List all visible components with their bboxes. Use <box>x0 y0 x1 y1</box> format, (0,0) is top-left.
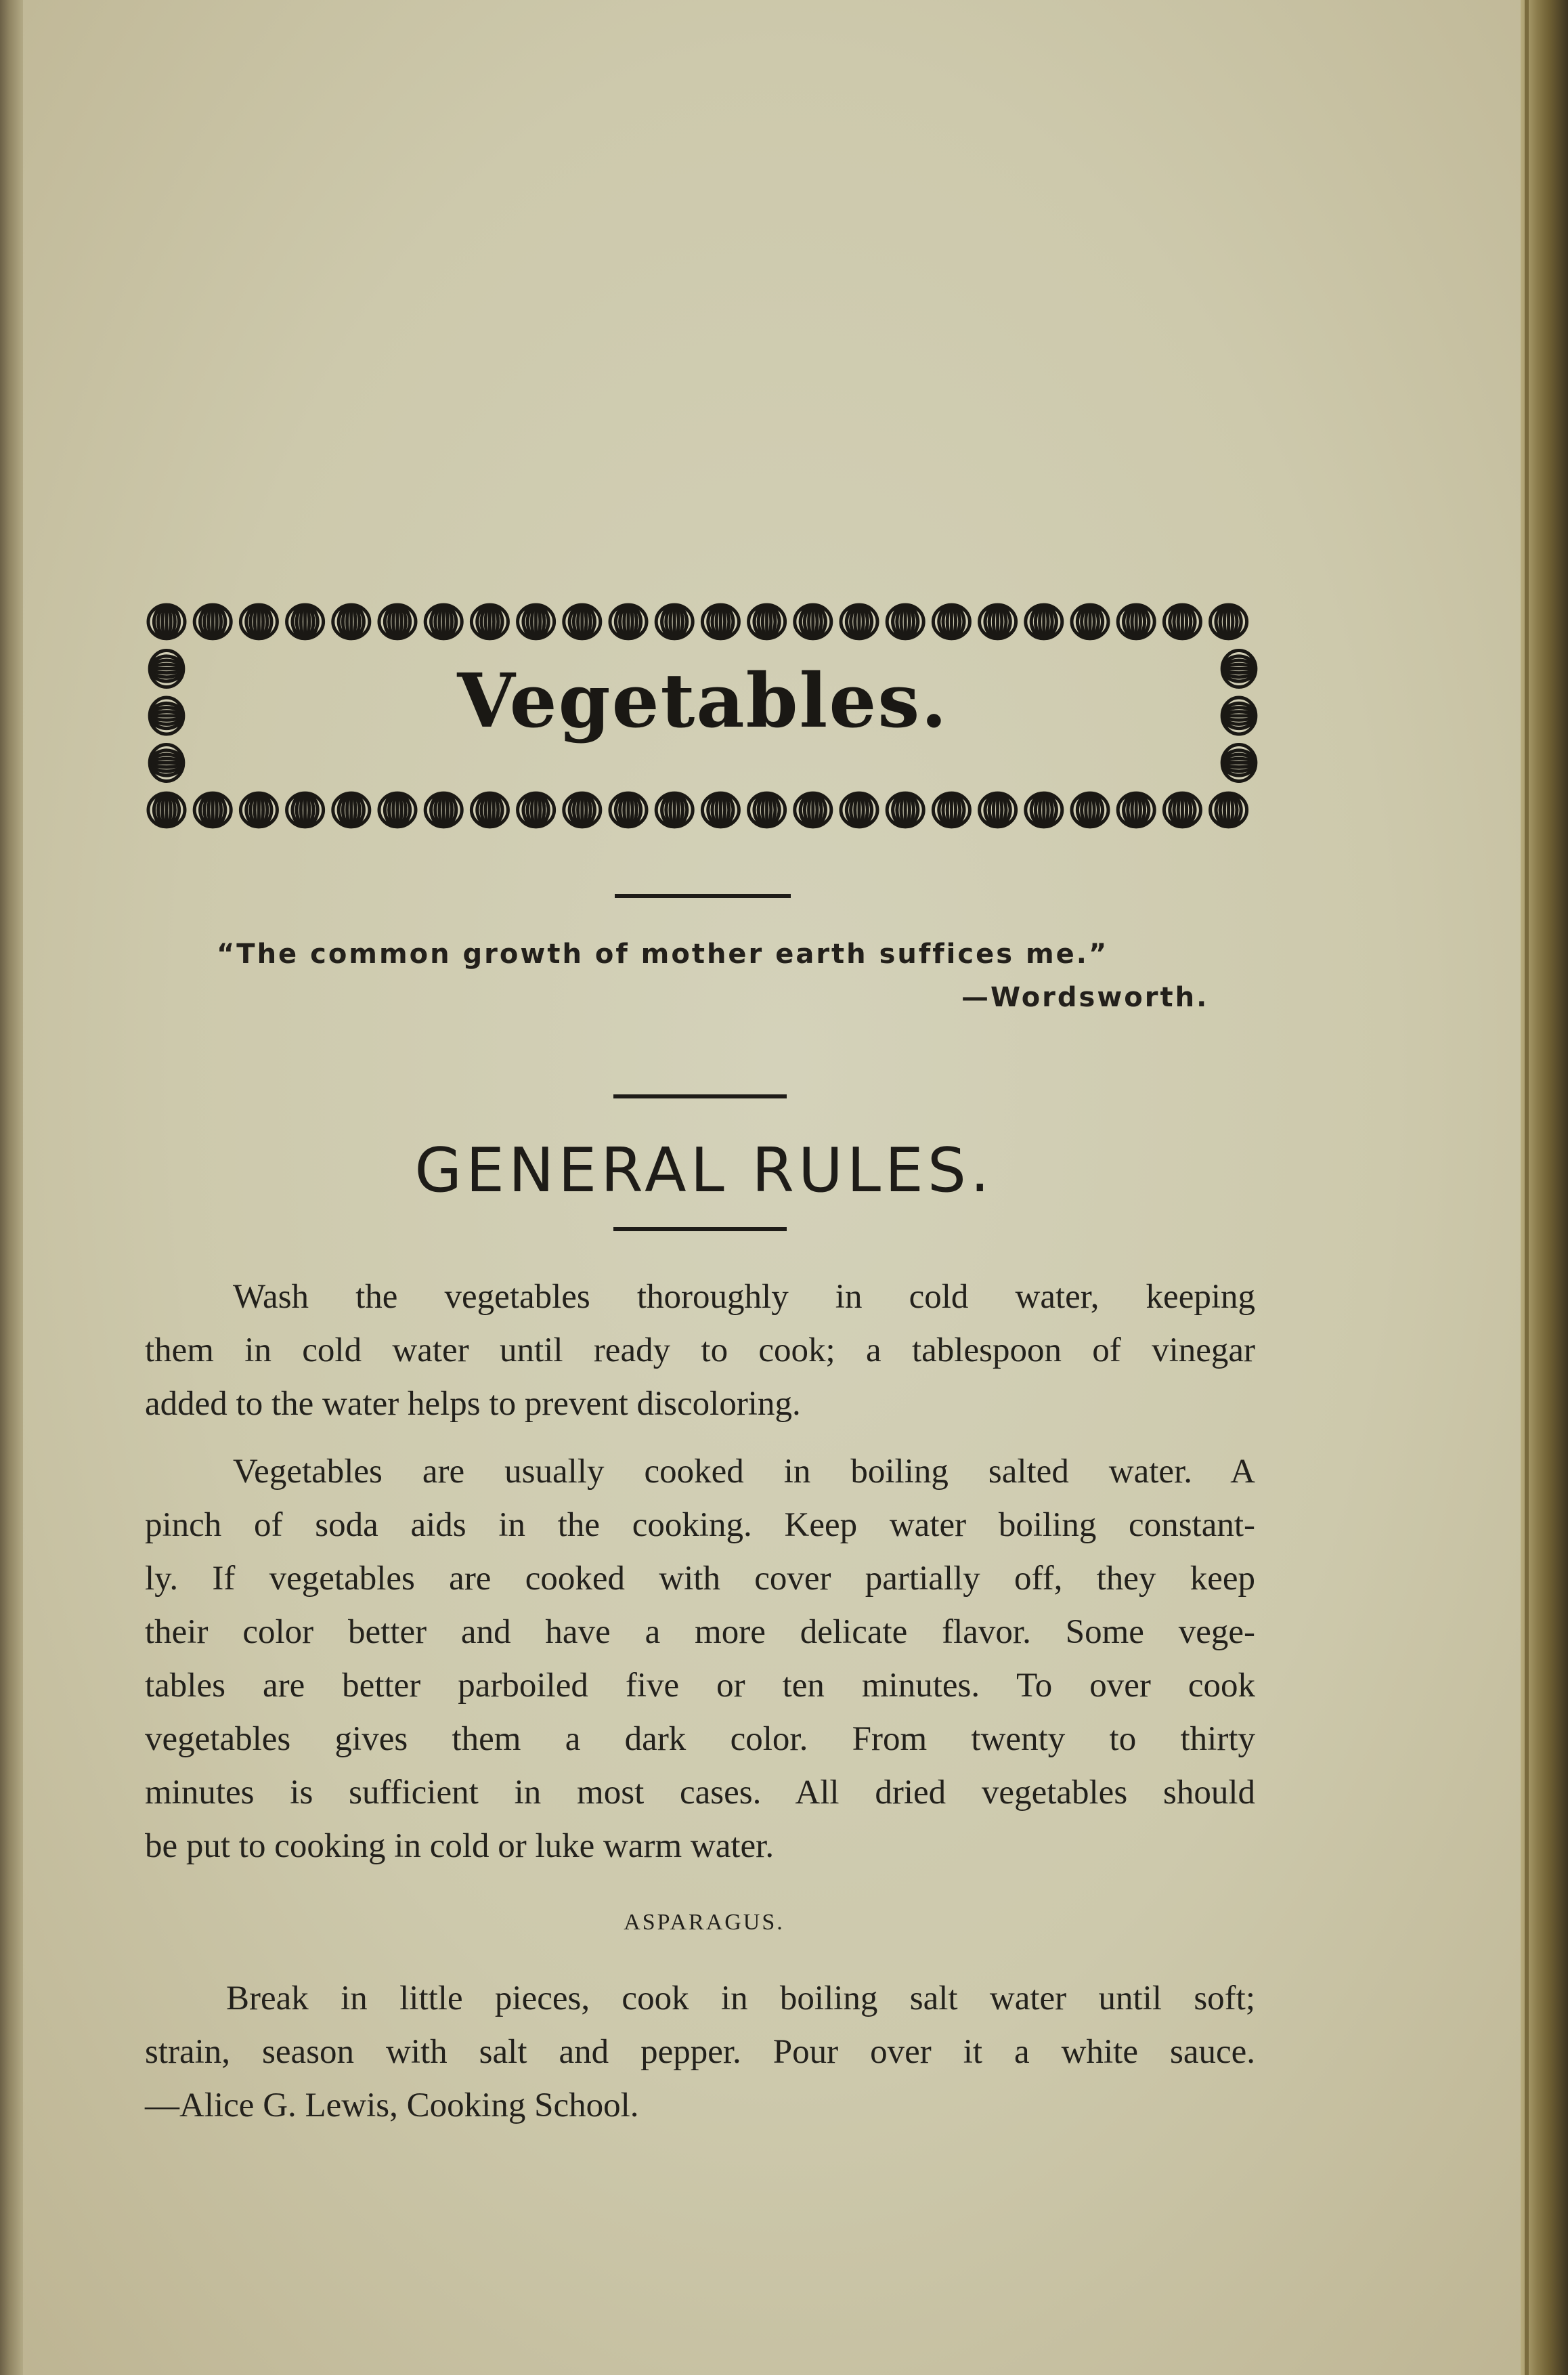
shell-ornament <box>1211 793 1247 827</box>
recipe-heading: ASPARAGUS. <box>624 1910 785 1935</box>
shell-ornament <box>379 793 416 827</box>
shell-ornament <box>1072 605 1108 639</box>
shell-ornament <box>518 605 554 639</box>
shell-ornament <box>333 605 370 639</box>
shell-ornament <box>933 605 970 639</box>
shell-ornament <box>287 605 324 639</box>
paragraph-line: pinch of soda aids in the cooking. Keep water boiling constant- <box>145 1506 1255 1544</box>
shell-ornament <box>471 605 508 639</box>
title-ornamental-border <box>145 600 1261 832</box>
shell-ornament <box>1164 793 1200 827</box>
shell-ornament <box>702 605 739 639</box>
paragraph-washing <box>145 1270 1255 1431</box>
shell-ornament <box>1026 605 1062 639</box>
shell-ornament <box>795 605 831 639</box>
shell-ornament <box>240 793 277 827</box>
shell-ornament <box>150 745 183 782</box>
paragraph-line: vegetables gives them a dark color. From twenty to thirty <box>145 1720 1255 1758</box>
epigraph-quote: “The common growth of mother earth suffices me.” <box>217 939 1109 970</box>
shell-ornament <box>287 793 324 827</box>
recipe-body <box>145 1972 1255 2133</box>
paragraph-line: Wash the vegetables thoroughly in cold water, keeping <box>233 1278 1255 1316</box>
shell-ornament <box>425 793 462 827</box>
paragraph-line: be put to cooking in cold or luke warm water. <box>145 1827 775 1865</box>
divider-rule-upper <box>613 1094 787 1098</box>
paragraph-line: added to the water helps to prevent discoloring. <box>145 1385 801 1423</box>
shell-ornament <box>1164 605 1200 639</box>
shell-ornament <box>841 793 877 827</box>
shell-ornament <box>702 793 739 827</box>
shell-ornament <box>1211 605 1247 639</box>
shell-ornament <box>656 605 693 639</box>
paragraph-line: them in cold water until ready to cook; a tablespoon of vinegar <box>145 1331 1255 1369</box>
shell-ornament <box>564 605 601 639</box>
divider-rule-lower <box>613 1227 787 1231</box>
shell-ornament <box>610 605 647 639</box>
shell-ornament <box>1118 605 1154 639</box>
epigraph-author: —Wordsworth. <box>961 982 1209 1013</box>
shell-ornament <box>887 793 923 827</box>
shell-ornament <box>471 793 508 827</box>
section-title: GENERAL RULES. <box>414 1135 994 1206</box>
paragraph-line: tables are better parboiled five or ten minutes. To over cook <box>145 1667 1255 1705</box>
recipe-attribution: —Alice G. Lewis, Cooking School. <box>145 2087 639 2124</box>
shell-ornament <box>333 793 370 827</box>
page-edge-shadow <box>1525 0 1529 2375</box>
paragraph-line: their color better and have a more delicate flavor. Some vege- <box>145 1613 1255 1651</box>
shell-ornament <box>425 605 462 639</box>
shell-ornament <box>194 793 231 827</box>
shell-ornament <box>1118 793 1154 827</box>
shell-ornament <box>795 793 831 827</box>
shell-ornament <box>518 793 554 827</box>
paragraph-line: ly. If vegetables are cooked with cover partially off, they keep <box>145 1560 1255 1598</box>
shell-ornament <box>194 605 231 639</box>
shell-ornament <box>610 793 647 827</box>
chapter-title: Vegetables. <box>457 657 949 744</box>
paragraph-line: minutes is sufficient in most cases. All dried vegetables should <box>145 1774 1255 1812</box>
recipe-line: Break in little pieces, cook in boiling salt water until soft; <box>226 1980 1255 2017</box>
shell-ornament <box>980 793 1016 827</box>
shell-ornament <box>933 793 970 827</box>
shell-ornament <box>1222 745 1256 782</box>
shell-ornament <box>379 605 416 639</box>
paragraph-cooking <box>145 1445 1255 1873</box>
shell-ornament <box>841 605 877 639</box>
divider-rule-top <box>615 894 791 898</box>
shell-ornament <box>887 605 923 639</box>
shell-ornament <box>148 605 185 639</box>
shell-ornament <box>1026 793 1062 827</box>
shell-ornament <box>749 793 785 827</box>
recipe-line: strain, season with salt and pepper. Pour over it a white sauce. <box>145 2033 1255 2071</box>
shell-ornament <box>564 793 601 827</box>
shell-ornament <box>980 605 1016 639</box>
shell-ornament <box>1072 793 1108 827</box>
shell-ornament <box>656 793 693 827</box>
shell-ornament <box>749 605 785 639</box>
paragraph-line: Vegetables are usually cooked in boiling salted water. A <box>233 1453 1255 1491</box>
shell-ornament <box>240 605 277 639</box>
shell-ornament <box>148 793 185 827</box>
